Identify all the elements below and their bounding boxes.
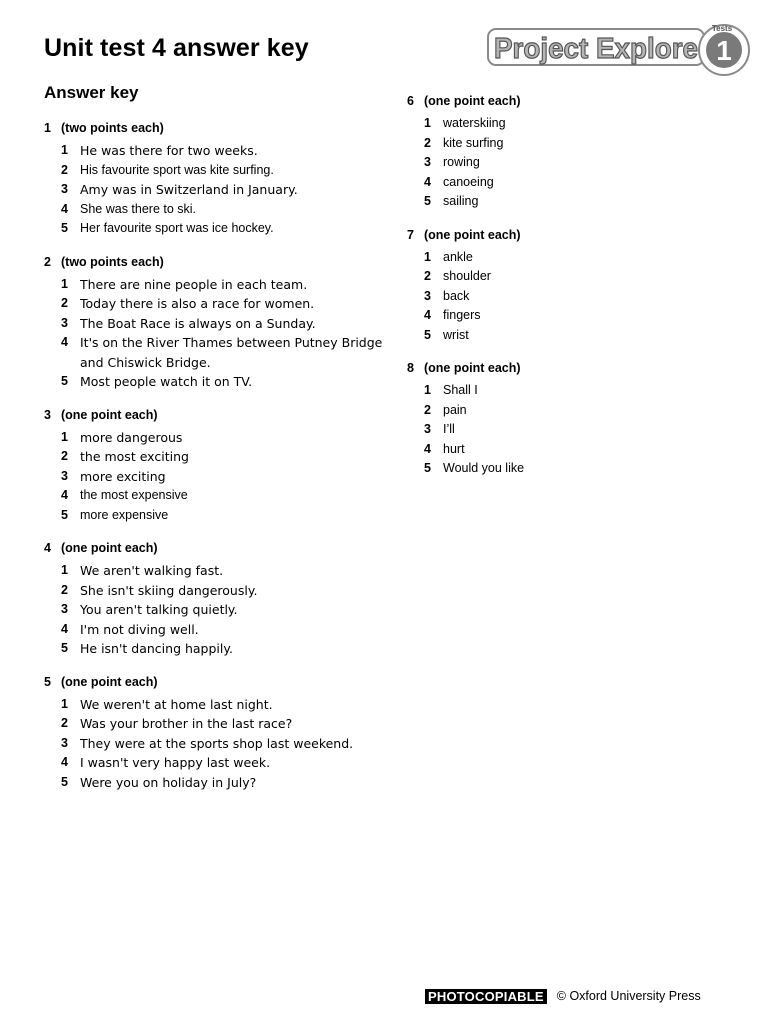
answer-item [61,486,384,506]
item-text: more dangerous [80,429,183,445]
item-number: 4 [61,621,68,636]
answer-item [424,134,747,154]
item-number: 2 [61,162,68,177]
answer-item [61,200,384,220]
copyright-notice: © Oxford University Press [556,989,701,1003]
item-number: 4 [61,335,68,349]
section-points: (one point each) [424,361,521,375]
right-column [407,92,747,493]
answer-item [61,275,384,295]
item-text: Would you like [443,461,525,475]
item-text: sailing [443,194,479,208]
answer-item [424,420,747,440]
item-text: pain [443,402,467,417]
item-text: You aren't talking quietly. [80,602,238,617]
item-number: 4 [61,201,68,216]
item-text: wrist [443,327,469,342]
answer-item [61,753,384,773]
item-number: 5 [424,327,431,342]
answer-item [424,306,747,326]
item-text: waterskiing [443,116,506,130]
item-text: They were at the sports shop last weekend. [80,735,354,751]
section-points: (one point each) [424,227,521,242]
item-text: Most people watch it on TV. [80,374,253,389]
section-8 [407,359,747,479]
item-number: 5 [424,461,431,475]
item-number: 3 [61,735,68,750]
item-text: the most exciting [80,449,189,464]
item-text: Today there is also a race for women. [80,296,315,311]
section-number: 8 [407,361,414,375]
item-text: I'm not diving well. [80,621,199,637]
section-header [407,359,747,377]
item-number: 2 [61,449,68,463]
answer-item [424,114,747,134]
section-number: 7 [407,227,414,242]
answer-item [424,287,747,307]
item-text: hurt [443,441,465,456]
item-number: 2 [61,296,68,310]
item-number: 5 [61,374,68,388]
item-number: 4 [61,755,68,769]
section-7 [407,226,747,346]
section-5 [44,673,384,793]
answer-item [61,600,384,620]
answer-item [424,192,747,212]
section-points: (one point each) [424,94,521,108]
item-text: more expensive [80,507,169,522]
item-number: 5 [424,194,431,208]
item-number: 1 [424,383,431,397]
section-header [44,119,384,137]
item-number: 4 [424,308,431,322]
item-number: 3 [424,288,431,303]
item-number: 5 [61,774,68,789]
section-2 [44,253,384,392]
item-number: 1 [61,696,68,711]
item-text: canoeing [443,174,494,189]
answer-item [424,381,747,401]
item-number: 5 [61,507,68,522]
item-text: Amy was in Switzerland in January. [80,182,298,197]
item-text: back [443,288,470,303]
item-number: 2 [424,402,431,417]
item-text: rowing [443,155,480,169]
item-text: She isn't skiing dangerously. [80,582,258,598]
item-text: The Boat Race is always on a Sunday. [80,315,316,331]
logo-text: Project Explore [494,33,698,65]
section-number: 3 [44,407,51,422]
item-number: 1 [61,563,68,577]
item-text: There are nine people in each team. [80,276,308,292]
section-header [407,92,747,110]
answer-item [424,326,747,346]
item-text: Shall I [443,383,478,397]
photocopiable-badge: PHOTOCOPIABLE [425,989,547,1004]
answer-item [424,248,747,268]
item-text: Her favourite sport was ice hockey. [80,221,274,235]
section-number: 6 [407,94,414,108]
item-text: kite surfing [443,135,504,150]
item-text: I’ll [443,422,455,436]
section-header [44,406,384,424]
item-number: 4 [424,174,431,189]
item-number: 1 [424,116,431,130]
item-number: 2 [61,582,68,597]
item-text: ankle [443,249,473,264]
item-text: He isn't dancing happily. [80,641,233,656]
answer-item [61,294,384,314]
item-text: She was there to ski. [80,201,197,216]
section-header [44,539,384,557]
item-number: 1 [424,249,431,264]
section-3 [44,406,384,526]
section-number: 1 [44,121,51,135]
item-text: We weren't at home last night. [80,696,273,712]
answer-item [61,734,384,754]
item-number: 5 [61,641,68,655]
item-text: Was your brother in the last race? [80,716,293,731]
item-number: 2 [61,716,68,730]
item-text: It's on the River Thames between Putney Bridge and Chiswick Bridge. [80,335,383,370]
answer-item [61,333,384,372]
item-number: 1 [61,276,68,291]
logo-tag: Tests [711,24,733,33]
item-text: We aren't walking fast. [80,563,224,578]
answer-item [61,561,384,581]
item-text: more exciting [80,468,166,484]
item-text: the most expensive [80,488,188,502]
answer-item [61,447,384,467]
answer-item [61,141,384,161]
answer-item [424,173,747,193]
answer-key-heading: Answer key [44,83,139,102]
section-number: 4 [44,541,51,555]
answer-item [61,161,384,181]
section-number: 5 [44,674,51,689]
item-number: 2 [424,135,431,150]
answer-item [424,267,747,287]
section-6 [407,92,747,212]
answer-item [61,180,384,200]
item-text: He was there for two weeks. [80,143,258,158]
item-number: 3 [61,602,68,616]
section-header [44,673,384,691]
left-column [44,119,384,806]
logo-badge: 1 [716,35,732,66]
section-header [407,226,747,244]
section-1 [44,119,384,239]
answer-item [61,714,384,734]
item-number: 3 [424,422,431,436]
answer-item [61,467,384,487]
answer-item [61,620,384,640]
answer-item [61,773,384,793]
item-text: Were you on holiday in July? [80,774,257,790]
item-number: 3 [61,468,68,483]
item-number: 1 [61,143,68,157]
section-4 [44,539,384,659]
answer-item [424,459,747,479]
item-text: fingers [443,308,481,322]
section-points: (two points each) [61,254,164,269]
item-number: 5 [61,221,68,235]
page-footer [425,987,701,1005]
item-number: 1 [61,429,68,444]
item-text: shoulder [443,269,491,283]
answer-item [424,153,747,173]
section-points: (one point each) [61,541,158,555]
answer-item [61,219,384,239]
item-text: I wasn't very happy last week. [80,755,271,770]
item-number: 3 [424,155,431,169]
answer-item [61,314,384,334]
answer-item [61,428,384,448]
answer-item [61,695,384,715]
page-title: Unit test 4 answer key [44,34,309,62]
project-explore-logo [486,20,754,78]
answer-item [61,506,384,526]
item-number: 4 [61,488,68,502]
section-number: 2 [44,254,51,269]
item-number: 2 [424,269,431,283]
section-points: (one point each) [61,407,158,422]
answer-item [424,440,747,460]
section-header [44,253,384,271]
item-number: 4 [424,441,431,456]
item-number: 3 [61,182,68,196]
section-points: (one point each) [61,674,158,689]
section-points: (two points each) [61,121,164,135]
answer-item [61,581,384,601]
item-text: His favourite sport was kite surfing. [80,162,274,177]
item-number: 3 [61,315,68,330]
answer-item [61,639,384,659]
answer-item [424,401,747,421]
answer-item [61,372,384,392]
